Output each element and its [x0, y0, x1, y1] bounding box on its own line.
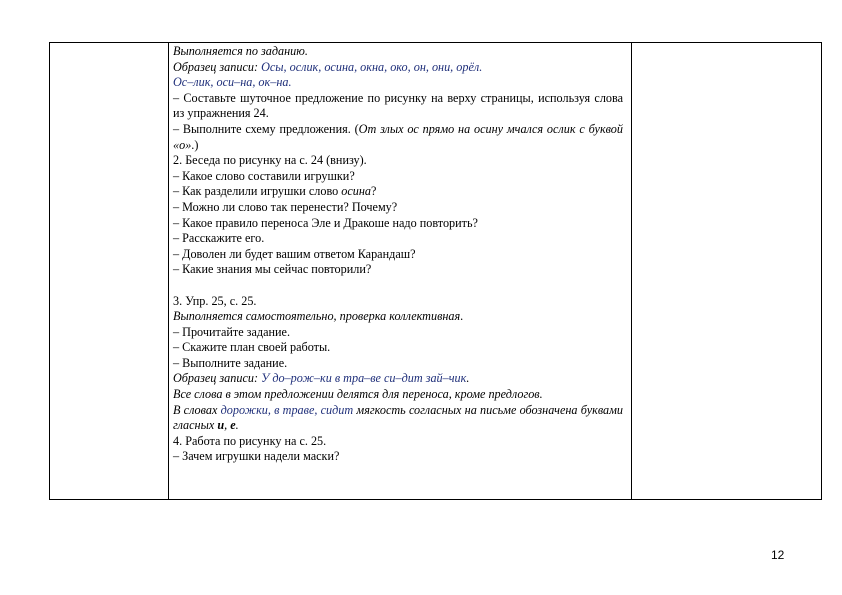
sample-line: Образец записи: У до–рож–ки в тра–ве си–дит зай–чик. [173, 371, 470, 386]
question-line: – Как разделили игрушки слово осина? [173, 184, 377, 199]
task-line: – Выполните задание. [173, 355, 288, 370]
question-line: – Расскажите его. [173, 231, 265, 246]
spacer [173, 278, 623, 294]
column-divider-left [168, 43, 169, 499]
question-line: – Доволен ли будет вашим ответом Карандаш? [173, 246, 416, 261]
sample-hyphenation: Ос–лик, оси–на, ок–на. [173, 75, 292, 90]
rule-line: Все слова в этом предложении делятся для переноса, кроме предлогов. [173, 387, 543, 402]
lesson-table [49, 42, 822, 500]
task-line: – Скажите план своей работы. [173, 340, 331, 355]
column-divider-right [631, 43, 632, 499]
question-line: – Можно ли слово так перенести? Почему? [173, 199, 398, 214]
instruction-line: Выполняется по заданию. [173, 44, 308, 58]
task-line: – Прочитайте задание. [173, 324, 290, 339]
task-line: – Составьте шуточное предложение по рисунку на верху страницы, используя слова из упражнения 24. [173, 90, 623, 121]
task-line: – Выполните схему предложения. (От злых ос прямо на осину мчался ослик с буквой «о».) [173, 121, 623, 152]
section-heading: 2. Беседа по рисунку на с. 24 (внизу). [173, 153, 367, 168]
question-line: – Какое слово составили игрушки? [173, 168, 355, 183]
question-line: – Зачем игрушки надели маски? [173, 449, 340, 464]
lesson-content-cell [173, 44, 623, 465]
page-number: 12 [771, 548, 785, 562]
section-heading: 4. Работа по рисунку на с. 25. [173, 433, 327, 448]
sample-line: Образец записи: Осы, ослик, осина, окна, око, он, они, орёл. [173, 59, 483, 74]
instruction-line: Выполняется самостоятельно, проверка коллективная. [173, 309, 464, 324]
section-heading: 3. Упр. 25, с. 25. [173, 293, 257, 308]
question-line: – Какие знания мы сейчас повторили? [173, 262, 372, 277]
rule-line: В словах дорожки, в траве, сидит мягкость согласных на письме обозначена буквами гласных и, е. [173, 402, 623, 433]
question-line: – Какое правило переноса Эле и Дракоше надо повторить? [173, 215, 478, 230]
